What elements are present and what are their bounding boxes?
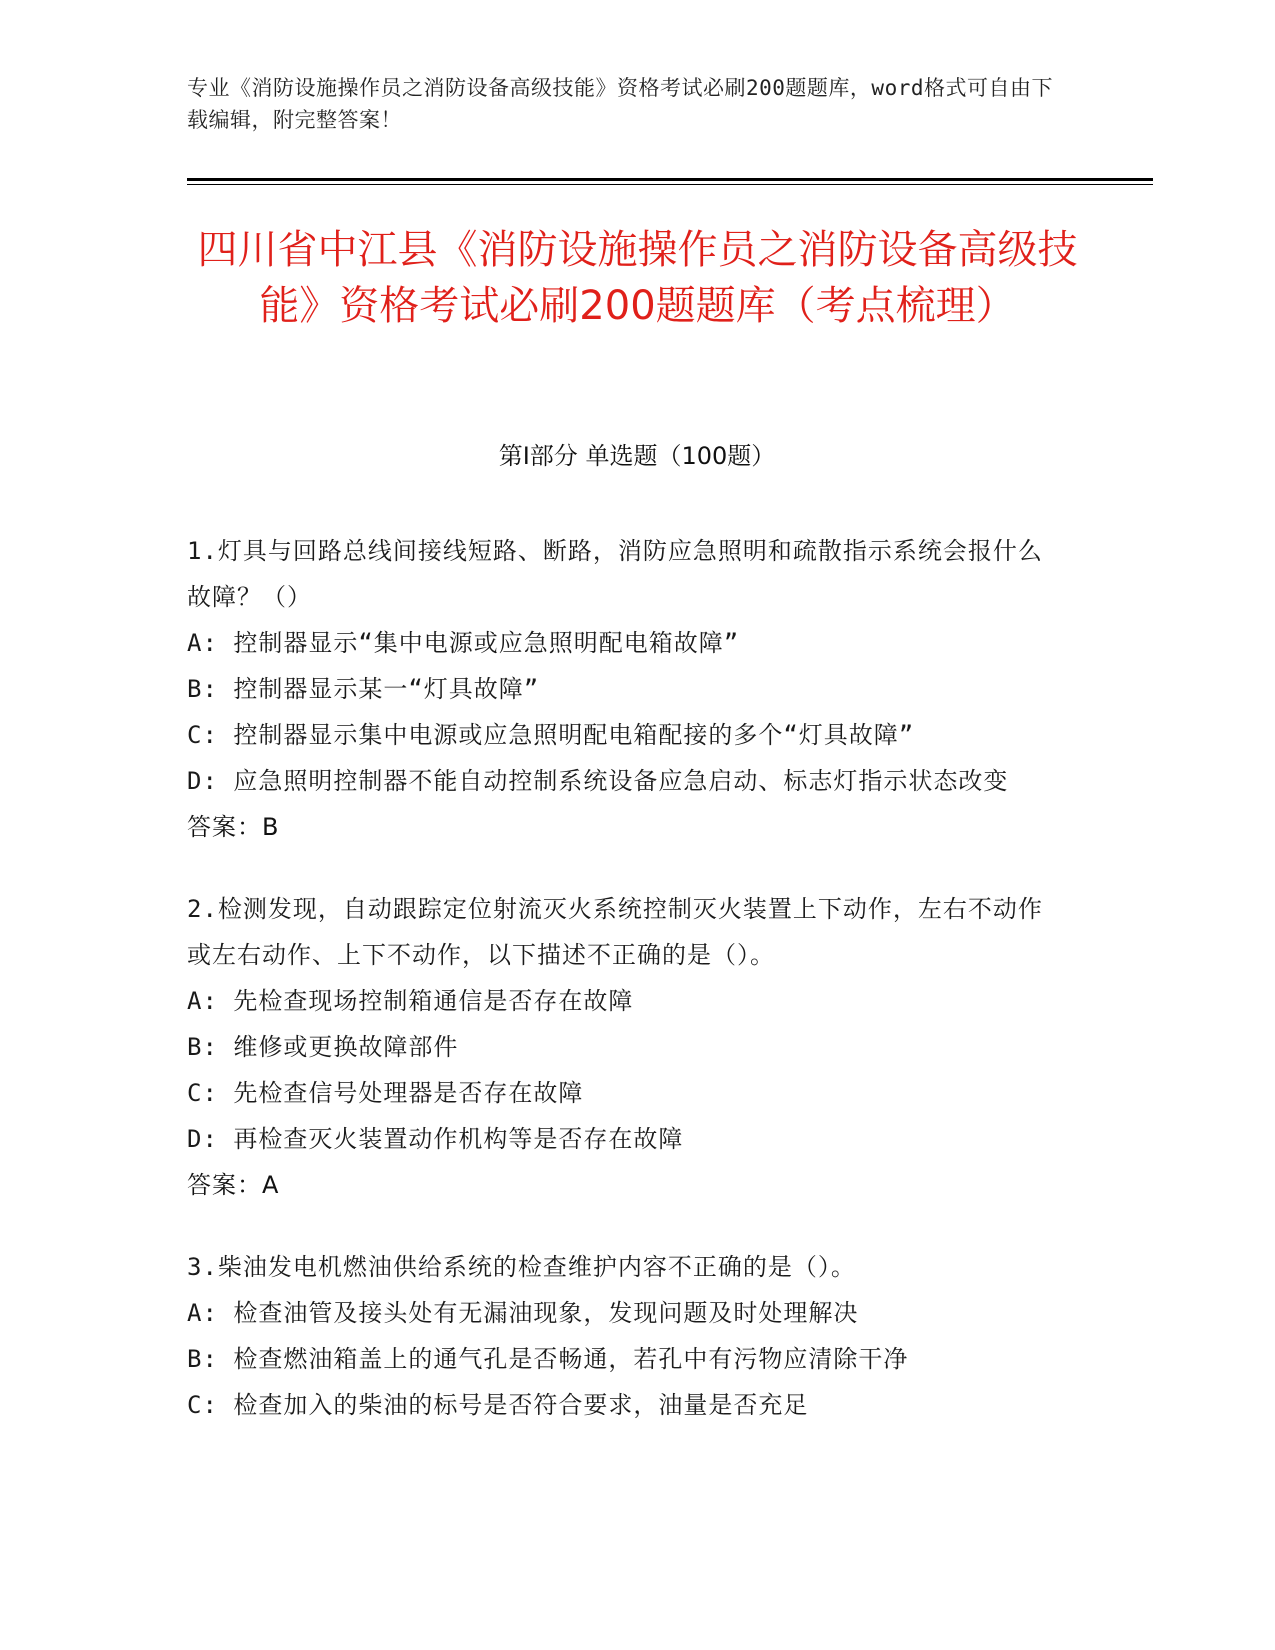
question-answer: 答案：A (187, 1171, 280, 1199)
question-option: C: 检查加入的柴油的标号是否符合要求，油量是否充足 (187, 1391, 809, 1419)
question-list (187, 528, 1067, 1464)
question-stem: 1.灯具与回路总线间接线短路、断路，消防应急照明和疏散指示系统会报什么故障？（） (187, 537, 1043, 611)
question-option: D: 再检查灭火装置动作机构等是否存在故障 (187, 1125, 684, 1153)
question-option: A: 控制器显示“集中电源或应急照明配电箱故障” (187, 629, 740, 657)
header-note: 专业《消防设施操作员之消防设备高级技能》资格考试必刷200题题库，word格式可自由下载编辑，附完整答案！ (187, 76, 1053, 132)
section-heading: 第Ⅰ部分 单选题（100题） (498, 442, 776, 470)
question-option: B: 维修或更换故障部件 (187, 1033, 459, 1061)
header-divider-thick (187, 178, 1153, 181)
question-option: B: 检查燃油箱盖上的通气孔是否畅通，若孔中有污物应清除干净 (187, 1345, 909, 1373)
document-title: 四川省中江县《消防设施操作员之消防设备高级技能》资格考试必刷200题题库（考点梳理） (197, 227, 1078, 329)
question-option: C: 先检查信号处理器是否存在故障 (187, 1079, 584, 1107)
question-item (187, 886, 1067, 1208)
question-option: C: 控制器显示集中电源或应急照明配电箱配接的多个“灯具故障” (187, 721, 915, 749)
question-stem: 2.检测发现，自动跟踪定位射流灭火系统控制灭火装置上下动作，左右不动作或左右动作、上下不动作，以下描述不正确的是（）。 (187, 895, 1043, 969)
question-stem: 3.柴油发电机燃油供给系统的检查维护内容不正确的是（）。 (187, 1253, 856, 1281)
question-item (187, 528, 1067, 850)
question-option: D: 应急照明控制器不能自动控制系统设备应急启动、标志灯指示状态改变 (187, 767, 1009, 795)
question-option: B: 控制器显示某一“灯具故障” (187, 675, 540, 703)
question-item (187, 1244, 1067, 1428)
question-option: A: 先检查现场控制箱通信是否存在故障 (187, 987, 634, 1015)
question-option: A: 检查油管及接头处有无漏油现象，发现问题及时处理解决 (187, 1299, 859, 1327)
question-answer: 答案：B (187, 813, 280, 841)
header-divider-thin (187, 184, 1153, 185)
